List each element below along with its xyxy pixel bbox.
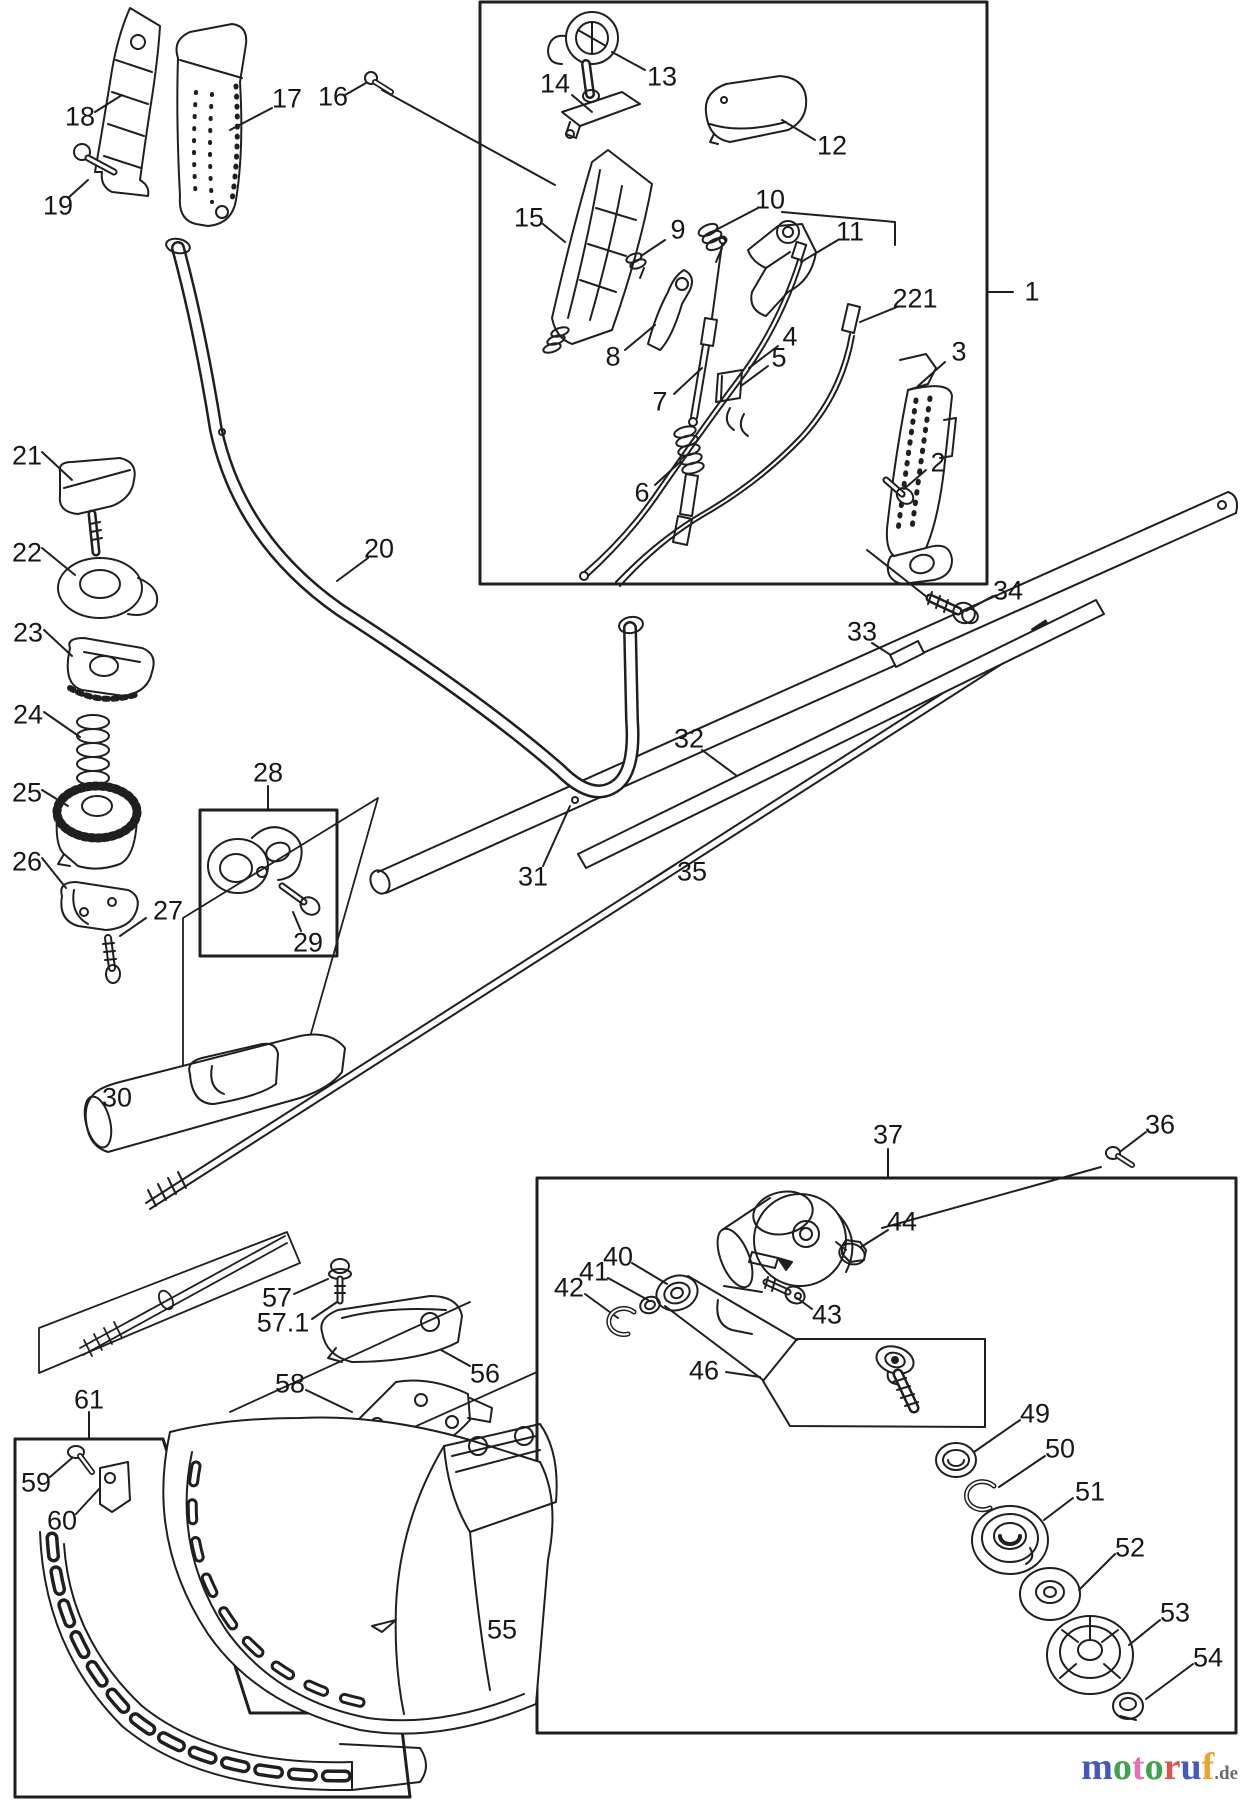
part-label-54: 54 — [1192, 1642, 1224, 1673]
part-label-61: 61 — [73, 1384, 105, 1415]
part-label-3: 3 — [951, 336, 967, 367]
part-53-drive-cup-drawing — [1047, 1616, 1133, 1694]
part-27-screw-drawing — [103, 938, 120, 983]
part-label-52: 52 — [1114, 1532, 1146, 1563]
part-label-32: 32 — [673, 723, 705, 754]
part-label-11: 11 — [835, 216, 865, 247]
part-label-22: 22 — [11, 537, 43, 568]
part-22-cap-drawing — [58, 558, 157, 618]
part-label-35: 35 — [676, 856, 708, 887]
part-label-44: 44 — [886, 1206, 918, 1237]
part-24-spring-drawing — [77, 715, 109, 785]
part-52-disc-drawing — [1020, 1568, 1080, 1620]
part-label-16: 16 — [317, 81, 349, 112]
part-label-57.1: 57.1 — [256, 1307, 310, 1338]
part-label-36: 36 — [1144, 1109, 1176, 1140]
part-label-20: 20 — [363, 533, 395, 564]
part-14-clip-drawing — [562, 92, 640, 138]
part-label-2: 2 — [930, 447, 946, 478]
part-42-snap-ring-drawing — [609, 1309, 634, 1335]
part-label-4: 4 — [782, 321, 798, 352]
part-label-56: 56 — [469, 1358, 501, 1389]
part-label-25: 25 — [11, 777, 43, 808]
watermark-logo-text — [1081, 1748, 1214, 1786]
part-label-50: 50 — [1044, 1433, 1076, 1464]
part-40-bearing-drawing — [651, 1270, 702, 1316]
part-label-43: 43 — [811, 1299, 843, 1330]
part-25-drive-drum-drawing — [57, 786, 137, 869]
part-label-37: 37 — [872, 1119, 904, 1150]
watermark-letter-6: f — [1201, 1746, 1215, 1788]
part-label-55: 55 — [486, 1614, 518, 1645]
watermark-letter-4: r — [1163, 1746, 1181, 1788]
part-28-clamp-drawing — [208, 827, 302, 893]
part-label-46: 46 — [688, 1355, 720, 1386]
part-35-drive-shaft-drawing — [146, 621, 1052, 1209]
part-label-7: 7 — [652, 386, 668, 417]
part-34-bolt-drawing — [928, 592, 980, 627]
part-57-screw-drawing — [329, 1259, 351, 1301]
part-label-58: 58 — [274, 1368, 306, 1399]
part-12-cover-drawing — [706, 76, 806, 144]
part-36-screw-drawing — [1106, 1147, 1132, 1165]
watermark-letter-3: o — [1144, 1746, 1164, 1788]
part-32-protector-bar-drawing — [578, 600, 1104, 868]
part-label-59: 59 — [20, 1467, 52, 1498]
part-label-18: 18 — [64, 101, 96, 132]
part-label-40: 40 — [602, 1241, 634, 1272]
part-label-53: 53 — [1159, 1597, 1191, 1628]
part-label-41: 41 — [578, 1256, 610, 1287]
part-label-27: 27 — [152, 895, 184, 926]
part-56-clamp-cover-drawing — [321, 1296, 462, 1362]
part-label-42: 42 — [553, 1272, 585, 1303]
part-55-guard-drawing — [163, 1417, 556, 1733]
part-label-26: 26 — [11, 846, 43, 877]
part-label-31: 31 — [517, 861, 549, 892]
part-label-10: 10 — [754, 184, 786, 215]
part-20-handlebar-drawing — [165, 237, 644, 792]
watermark-letter-5: u — [1180, 1746, 1202, 1788]
part-8-lever-drawing — [648, 270, 692, 350]
inset-box-gearhead — [537, 1178, 1236, 1733]
part-label-57: 57 — [261, 1282, 293, 1313]
part-label-49: 49 — [1019, 1398, 1051, 1429]
part-15-housing-drawing — [542, 150, 652, 355]
watermark-letter-2: t — [1131, 1746, 1145, 1788]
part-50-snap-ring-drawing — [966, 1482, 994, 1510]
part-label-24: 24 — [12, 699, 44, 730]
part-label-14: 14 — [539, 68, 571, 99]
part-46-bolt-drawing — [873, 1342, 918, 1408]
part-label-51: 51 — [1074, 1476, 1106, 1507]
part-49-washer-drawing — [936, 1443, 976, 1477]
part-60-plate-drawing — [100, 1462, 130, 1512]
watermark-letter-1: o — [1112, 1746, 1132, 1788]
part-label-221: 221 — [892, 283, 938, 314]
part-label-28: 28 — [252, 757, 284, 788]
part-label-8: 8 — [605, 341, 621, 372]
part-label-29: 29 — [292, 927, 324, 958]
part-6-spring-boot-drawing — [673, 424, 705, 545]
part-label-23: 23 — [12, 617, 44, 648]
part-43-screw-drawing — [765, 1277, 808, 1307]
part-33-clip-drawing — [890, 641, 924, 667]
part-26-shell-drawing — [61, 882, 138, 930]
part-label-9: 9 — [670, 214, 686, 245]
part-label-1: 1 — [1024, 276, 1040, 307]
callout-frame-shaft-end — [39, 1232, 300, 1373]
part-label-12: 12 — [816, 130, 848, 161]
part-label-19: 19 — [42, 190, 74, 221]
part-label-17: 17 — [271, 83, 303, 114]
part-4-cable-drawing — [580, 242, 806, 580]
part-label-34: 34 — [992, 575, 1024, 606]
part-label-30: 30 — [101, 1082, 133, 1113]
watermark-letter-0: m — [1081, 1746, 1113, 1788]
watermark-motoruf — [1062, 1748, 1238, 1794]
part-label-5: 5 — [771, 342, 787, 373]
part-31-boom-tube-drawing — [367, 492, 1237, 897]
part-label-15: 15 — [513, 202, 545, 233]
part-3-bracket-drawing — [887, 354, 956, 584]
part-17-handle-grip-drawing — [177, 24, 247, 226]
part-23-ratchet-base-drawing — [68, 638, 154, 699]
part-54-nut-drawing — [1113, 1693, 1143, 1720]
part-label-13: 13 — [646, 61, 678, 92]
part-16-screw-drawing — [365, 72, 391, 92]
part-29-screw-drawing — [282, 886, 323, 918]
part-label-33: 33 — [846, 616, 878, 647]
watermark-suffix: .de — [1214, 1763, 1238, 1784]
part-21-wing-knob-drawing — [60, 458, 135, 552]
part-label-60: 60 — [46, 1505, 78, 1536]
part-51-pulley-drawing — [972, 1506, 1048, 1574]
part-label-21: 21 — [11, 440, 43, 471]
part-label-6: 6 — [634, 477, 650, 508]
